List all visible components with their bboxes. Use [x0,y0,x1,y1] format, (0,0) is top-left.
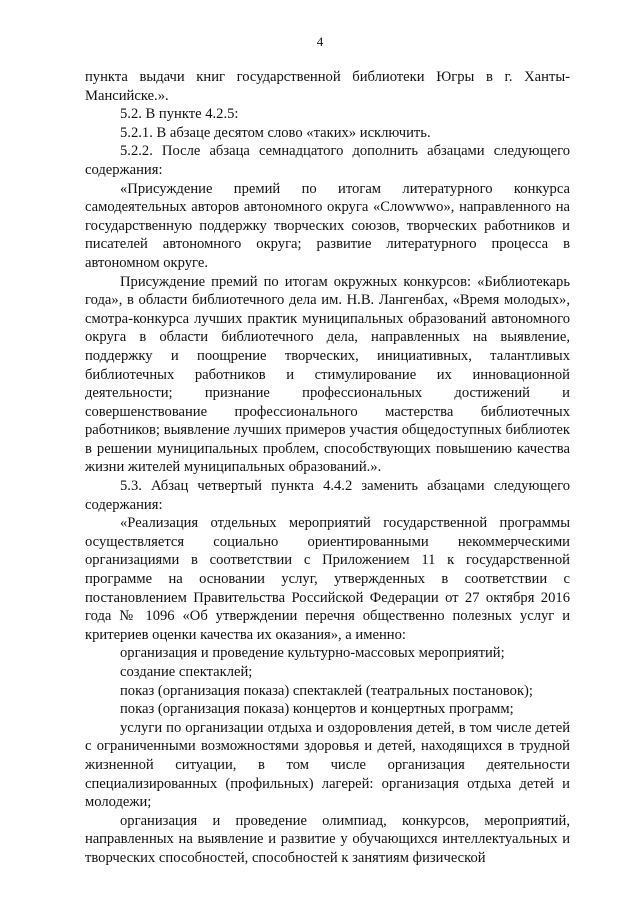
paragraph-item-5-2: 5.2. В пункте 4.2.5: [120,106,239,123]
paragraph-item-5-2-2: 5.2.2. После абзаца семнадцатого дополнить абзацами следующего содержания: [85,143,570,178]
paragraph-continuation: пункта выдачи книг государственной библиотеки Югры в г. Ханты-Мансийске.». [85,69,570,104]
list-item-children-recreation: услуги по организации отдыха и оздоровления детей, в том числе детей с ограниченными возможностями здоровья и детей, находящихся в трудной жизненной ситуации, в том числе организация деятельности специализированных (профильных) лагерей: организация отдыха детей и молодежи; [85,719,570,811]
paragraph-district-contests: Присуждение премий по итогам окружных конкурсов: «Библиотекарь года», в области библиотечного дела им. Н.В. Лангенбах, «Время молодых», смотра-конкурса лучших практик муниципальных образований автономного округа в области библиотечного дела, направленных на выявление, поддержку и поощрение творческих, инициативных, талантливых библиотечных работников и стимулирование их инновационной деятельности; признание профессиональных достижений и совершенствование профессионального мастерства библиотечных работников; выявление лучших примеров участия общедоступных библиотек в решении муниципальных проблем, способствующих повышению качества жизни жителей муниципальных образований.». [85,273,570,476]
paragraph-item-5-3: 5.3. Абзац четвертый пункта 4.4.2 заменить абзацами следующего содержания: [85,478,570,513]
list-item-cultural-events: организация и проведение культурно-массовых мероприятий; [120,645,505,662]
paragraph-item-5-2-1: 5.2.1. В абзаце десятом слово «таких» исключить. [120,124,431,141]
paragraph-program-implementation: «Реализация отдельных мероприятий государственной программы осуществляется социально ориентированными некоммерческими организациями в соответствии с Приложением 11 к государственной программе на основании услуг, утвержденных в соответствии с постановлением Правительства Российской Федерации от 27 октября 2016 года № 1096 «Об утверждении перечня общественно полезных услуг и критериев оценки качества их оказания», а именно: [85,515,570,643]
list-item-performances: создание спектаклей; [120,664,253,680]
list-item-concerts: показ (организация показа) концертов и концертных программ; [120,701,514,718]
list-item-olympiads: организация и проведение олимпиад, конкурсов, мероприятий, направленных на выявление и развитие у обучающихся интеллектуальных и творческих способностей, способностей к занятиям физической [85,812,570,866]
page-number: 4 [316,34,324,49]
paragraph-literary-contest: «Присуждение премий по итогам литературного конкурса самодеятельных авторов автономного округа «Cлowwwo», направленного на государственную поддержку творческих союзов, творческих работников и писателей автономного округа; развитие литературного процесса в автономном округе. [85,180,570,271]
document-body [85,68,570,868]
list-item-performance-shows: показ (организация показа) спектаклей (театральных постановок); [120,682,533,699]
